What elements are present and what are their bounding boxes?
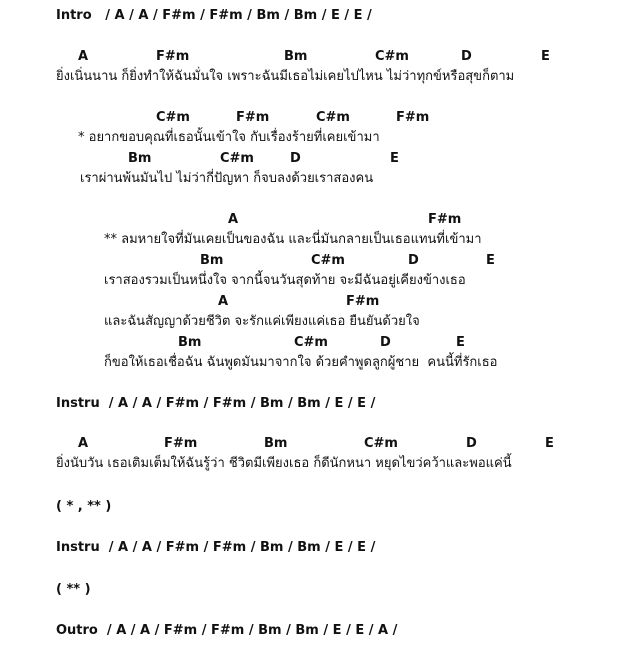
lyric-line: ** ลมหายใจที่มันเคยเป็นของฉัน และนี่มันกลายเป็นเธอแทนที่เข้ามา: [104, 232, 482, 247]
chord: C#m: [364, 436, 398, 451]
chord: Bm: [264, 436, 288, 451]
chord: Bm: [128, 151, 152, 166]
chord: E: [456, 335, 465, 350]
lyric-line: ยิ่งเนิ่นนาน ก็ยิ่งทำให้ฉันมั่นใจ เพราะฉันมีเธอไม่เคยไปไหน ไม่ว่าทุกข์หรือสุขก็ตาม: [56, 69, 515, 84]
lyric-line: เราสองรวมเป็นหนึ่งใจ จากนี้จนวันสุดท้าย จะมีฉันอยู่เคียงข้างเธอ: [104, 273, 466, 288]
chord: A: [228, 212, 239, 227]
lyric-line: ก็ขอให้เธอเชื่อฉัน ฉันพูดมันมาจากใจ ด้วยคำพูดลูกผู้ชาย คนนี้ที่รักเธอ: [104, 355, 498, 370]
chord: D: [290, 151, 301, 166]
chord: A: [78, 49, 89, 64]
chord: A: [218, 294, 229, 309]
chord: D: [466, 436, 477, 451]
repeat-marker: ( ** ): [56, 582, 91, 597]
chord: Bm: [178, 335, 202, 350]
chord: F#m: [236, 110, 270, 125]
chord: F#m: [428, 212, 462, 227]
chord: F#m: [156, 49, 190, 64]
chord: E: [541, 49, 550, 64]
repeat-marker: ( * , ** ): [56, 499, 112, 514]
chord: D: [408, 253, 419, 268]
chord: C#m: [375, 49, 409, 64]
chord: C#m: [220, 151, 254, 166]
instru-line: Instru / A / A / F#m / F#m / Bm / Bm / E / E /: [56, 396, 376, 411]
chord: F#m: [346, 294, 380, 309]
chord: C#m: [294, 335, 328, 350]
chord: E: [486, 253, 495, 268]
lyric-line: ยิ่งนับวัน เธอเติมเต็มให้ฉันรู้ว่า ชีวิตมีเพียงเธอ ก็ดีนักหนา หยุดไขว่คว้าและพอแค่นี้: [56, 456, 512, 471]
chord: A: [78, 436, 89, 451]
chord: F#m: [396, 110, 430, 125]
lyric-line: และฉันสัญญาด้วยชีวิต จะรักแค่เพียงแค่เธอ ยืนยันด้วยใจ: [104, 314, 420, 329]
lyric-line: * อยากขอบคุณที่เธอนั้นเข้าใจ กับเรื่องร้ายที่เคยเข้ามา: [78, 130, 380, 145]
outro-line: Outro / A / A / F#m / F#m / Bm / Bm / E / E / A /: [56, 623, 398, 638]
chord: E: [390, 151, 399, 166]
chord: D: [380, 335, 391, 350]
lyric-line: เราผ่านพ้นมันไป ไม่ว่ากี่ปัญหา ก็จบลงด้วยเราสองคน: [80, 171, 374, 186]
chord: C#m: [316, 110, 350, 125]
chord: C#m: [156, 110, 190, 125]
chord: D: [461, 49, 472, 64]
chord: E: [545, 436, 554, 451]
instru-line: Instru / A / A / F#m / F#m / Bm / Bm / E / E /: [56, 540, 376, 555]
chord: F#m: [164, 436, 198, 451]
chord: Bm: [200, 253, 224, 268]
chord: C#m: [311, 253, 345, 268]
chord: Bm: [284, 49, 308, 64]
intro-line: Intro / A / A / F#m / F#m / Bm / Bm / E / E /: [56, 8, 372, 23]
